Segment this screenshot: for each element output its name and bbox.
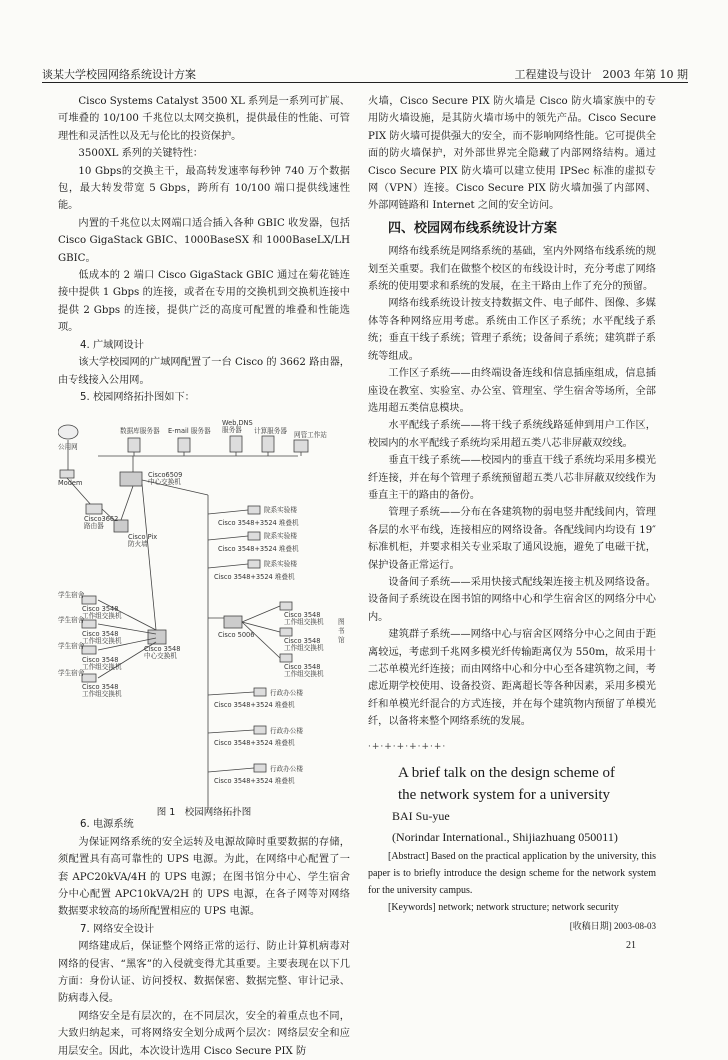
received-date: [收稿日期] 2003-08-03 (569, 921, 656, 932)
paragraph: 内置的千兆位以太网端口适合插入各种 GBIC 收发器，包括 Cisco GigaStack GBIC、1000BaseSX 和 1000BaseLX/LH GBIC。 (58, 217, 350, 264)
english-abstract: [Abstract] Based on the practical application by the university, this paper is to briefly introduce the design scheme for the network system for the university campus. (368, 851, 656, 897)
paragraph: 网络建成后，保证整个网络正常的运行、防止计算机病毒对网络的侵害、“黑客”的入侵就变得尤其重要。主要表现在以下几方面：身份认证、访问授权、数据保密、数据完整、审计记录、防病毒入侵。 (58, 941, 350, 1005)
subsection-heading: 4. 广域网设计 (80, 339, 144, 351)
paragraph: 网络布线系统设计按支持数据文件、电子邮件、图像、多媒体等各种网络应用考虑。系统由工作区子系统；水平配线子系统；垂直干线子系统；管理子系统；设备间子系统；建筑群子系统等组成。 (368, 298, 656, 362)
paragraph: 建筑群子系统——网络中心与宿舍区网络分中心之间由于距离较远，考虑到千兆网多模光纤传输距离仅为 550m，故采用十二芯单模光纤连接；而由网络中心和分中心至各建筑物之间，考虑近期学校使用、设备投资、距离超长等各种因素，采用多模光纤和单模光纤混合的方式连接，并在每个建筑物内预留了单模光纤，以备将来整个网络系统的发展。 (368, 629, 656, 728)
label-dorm-sw3: Cisco 3548 工作组交换机 (82, 656, 122, 672)
separator-dots: ·+·+·+·+·+·+· (368, 741, 447, 752)
subsection-heading: 6. 电源系统 (80, 819, 134, 831)
label-dorm-sw2: Cisco 3548 工作组交换机 (82, 630, 122, 646)
label-sw-admin2: Cisco 3548+3524 堆叠机 (214, 739, 295, 748)
section-heading: 四、校园网布线系统设计方案 (388, 220, 558, 236)
header-rule (42, 82, 688, 83)
label-sw-lab1: Cisco 3548+3524 堆叠机 (218, 519, 299, 528)
label-sw-lab3: Cisco 3548+3524 堆叠机 (214, 573, 295, 582)
paragraph: 管理子系统——分布在各建筑物的弱电竖井配线间内，管理各层的水平布线，连接相应的网络设备。各配线间内均设有 19″ 标准机柜，并要求相关专业采取了通风设施，避免了电磁干扰，保护设备正常运行。 (368, 507, 656, 571)
label-admin3: 行政办公楼 (270, 765, 303, 774)
paragraph: 垂直干线子系统——校园内的垂直干线子系统均采用多模光纤连接，并在每个管理子系统预留超五类八芯非屏蔽双绞线作为垂直主干的路由的备份。 (368, 455, 656, 501)
label-compute-server: 计算服务器 (254, 427, 287, 436)
label-webdns-server: Web,DNS 服务器 (222, 419, 253, 435)
label-lib-sw2: Cisco 3548 工作组交换机 (284, 637, 324, 653)
paragraph: 设备间子系统——采用快接式配线架连接主机及网络设备。设备间子系统设在图书馆的网络中心和学生宿舍区的网络分中心内。 (368, 576, 656, 623)
figure-caption: 图 1 校园网络拓扑图 (156, 807, 252, 819)
page-number: 21 (626, 940, 636, 951)
label-public-net: 公用网 (58, 443, 78, 452)
paragraph: 低成本的 2 端口 Cisco GigaStack GBIC 通过在菊花链连接中提供 1 Gbps 的连接，或者在专用的交换机到交换机连接中提供 2 Gbps 的连接，提供广泛的高度可配置的堆叠和性能选项。 (58, 270, 350, 334)
topology-figure (58, 410, 350, 846)
label-dorm3: 学生宿舍 (58, 642, 85, 651)
paragraph: 3500XL 系列的关键特性： (78, 148, 204, 160)
label-mgmt-ws: 网管工作站 (294, 431, 327, 440)
label-lib-sw1: Cisco 3548 工作组交换机 (284, 611, 324, 627)
label-admin1: 行政办公楼 (270, 689, 303, 698)
paragraph: 火墙，Cisco Secure PIX 防火墙是 Cisco 防火墙家族中的专用防火墙设施，是其防火墙市场中的领先产品。Cisco Secure PIX 防火墙可提供强大的安全，而不影响网络性能。它可提供全面的防火墙保护，对外部世界完全隐藏了内部网络结构。通过 Cisco Secure PIX 防火墙可以建立使用 IPSec 标准的虚拟专网（VPN）连接。Cisco Secure PIX 防火墙加强了内部网、外部网链路和 Internet 之间的安全访问。 (368, 96, 656, 212)
running-header (42, 60, 688, 82)
english-author: BAI Su-yue (392, 809, 450, 824)
english-title-line1: A brief talk on the design scheme of (398, 765, 616, 782)
label-dorm1: 学生宿舍 (58, 591, 85, 600)
paragraph: 为保证网络系统的安全运转及电源故障时重要数据的存储，须配置具有高可靠性的 UPS 电源。为此，在网络中心配置了一套 APC20kVA/4H 的 UPS 电源；在图书馆分中心、学生宿舍分中心配置 APC10kVA/2H 的 UPS 电源，在各子网等对网络数据要求较高的场所配置相应的 UPS 电源。 (58, 836, 350, 918)
english-title-line2: the network system for a university (398, 787, 611, 804)
label-db-server: 数据库服务器 (120, 427, 160, 436)
label-modem: Modem (58, 479, 83, 488)
paragraph: 10 Gbps的交换主干，最高转发速率每秒钟 740 万个数据包，最大转发带宽 5 Gbps，跨所有 10/100 端口提供线速性能。 (58, 165, 350, 212)
header-right: 工程建设与设计 2003 年第 10 期 (514, 68, 688, 81)
subsection-heading: 7. 网络安全设计 (80, 923, 155, 935)
paragraph: Cisco Systems Catalyst 3500 XL 系列是一系列可扩展、可堆叠的 10/100 千兆位以太网交换机，提供最佳的性能、可管理性和灵活性以及无与伦比的投资保护。 (58, 96, 350, 142)
label-sw-admin1: Cisco 3548+3524 堆叠机 (214, 701, 295, 710)
right-column (368, 93, 656, 935)
label-library: 图书馆 (338, 618, 345, 645)
paragraph: 网络安全是有层次的，在不同层次，安全的着重点也不同，大致归纳起来，可将网络安全划分成两个层次：网络层安全和应用层安全。因此，本次设计选用 Cisco Secure PIX 防 (58, 1010, 350, 1057)
label-lab1: 院系实验楼 (264, 506, 297, 515)
label-email-server: E-mail 服务器 (168, 427, 211, 436)
label-lab2: 院系实验楼 (264, 532, 297, 541)
english-keywords: [Keywords] network; network structure; network security (388, 902, 619, 914)
english-affiliation: (Norindar International., Shijiazhuang 050011) (392, 830, 618, 845)
label-dorm-center: Cisco 3548 中心交换机 (144, 645, 181, 661)
left-column (58, 93, 350, 1060)
label-lab3: 院系实验楼 (264, 560, 297, 569)
header-left: 谈某大学校园网络系统设计方案 (42, 68, 196, 81)
paragraph: 水平配线子系统——将干线子系统线路延伸到用户工作区，校园内的水平配线子系统均采用超五类八芯非屏蔽双绞线。 (368, 420, 656, 449)
label-dorm4: 学生宿舍 (58, 669, 85, 678)
label-firewall: Cisco Pix 防火墙 (128, 533, 158, 549)
paragraph: 该大学校园网的广域网配置了一台 Cisco 的 3662 路由器，由专线接入公用网。 (58, 357, 350, 386)
subsection-heading: 5. 校园网络拓扑图如下： (80, 391, 195, 403)
label-sw-admin3: Cisco 3548+3524 堆叠机 (214, 777, 295, 786)
label-lib-center: Cisco 5006 (218, 631, 255, 640)
paragraph: 工作区子系统——由终端设备连线和信息插座组成，信息插座设在教室、实验室、办公室、管理室、学生宿舍等场所，全部选用超五类信息模块。 (368, 368, 656, 414)
paragraph: 网络布线系统是网络系统的基础，室内外网络布线系统的规划至关重要。我们在做整个校区的布线设计时，充分考虑了网络系统的使用要求和系统的发展，在主干路由上作了充分的预留。 (368, 246, 656, 293)
label-dorm-sw1: Cisco 3548 工作组交换机 (82, 605, 122, 621)
label-sw-lab2: Cisco 3548+3524 堆叠机 (218, 545, 299, 554)
label-lib-sw3: Cisco 3548 工作组交换机 (284, 663, 324, 679)
label-dorm-sw4: Cisco 3548 工作组交换机 (82, 683, 122, 699)
label-router: Cisco3662 路由器 (84, 515, 119, 531)
label-dorm2: 学生宿舍 (58, 616, 85, 625)
label-admin2: 行政办公楼 (270, 727, 303, 736)
label-core-switch: Cisco6509 中心交换机 (148, 471, 183, 487)
